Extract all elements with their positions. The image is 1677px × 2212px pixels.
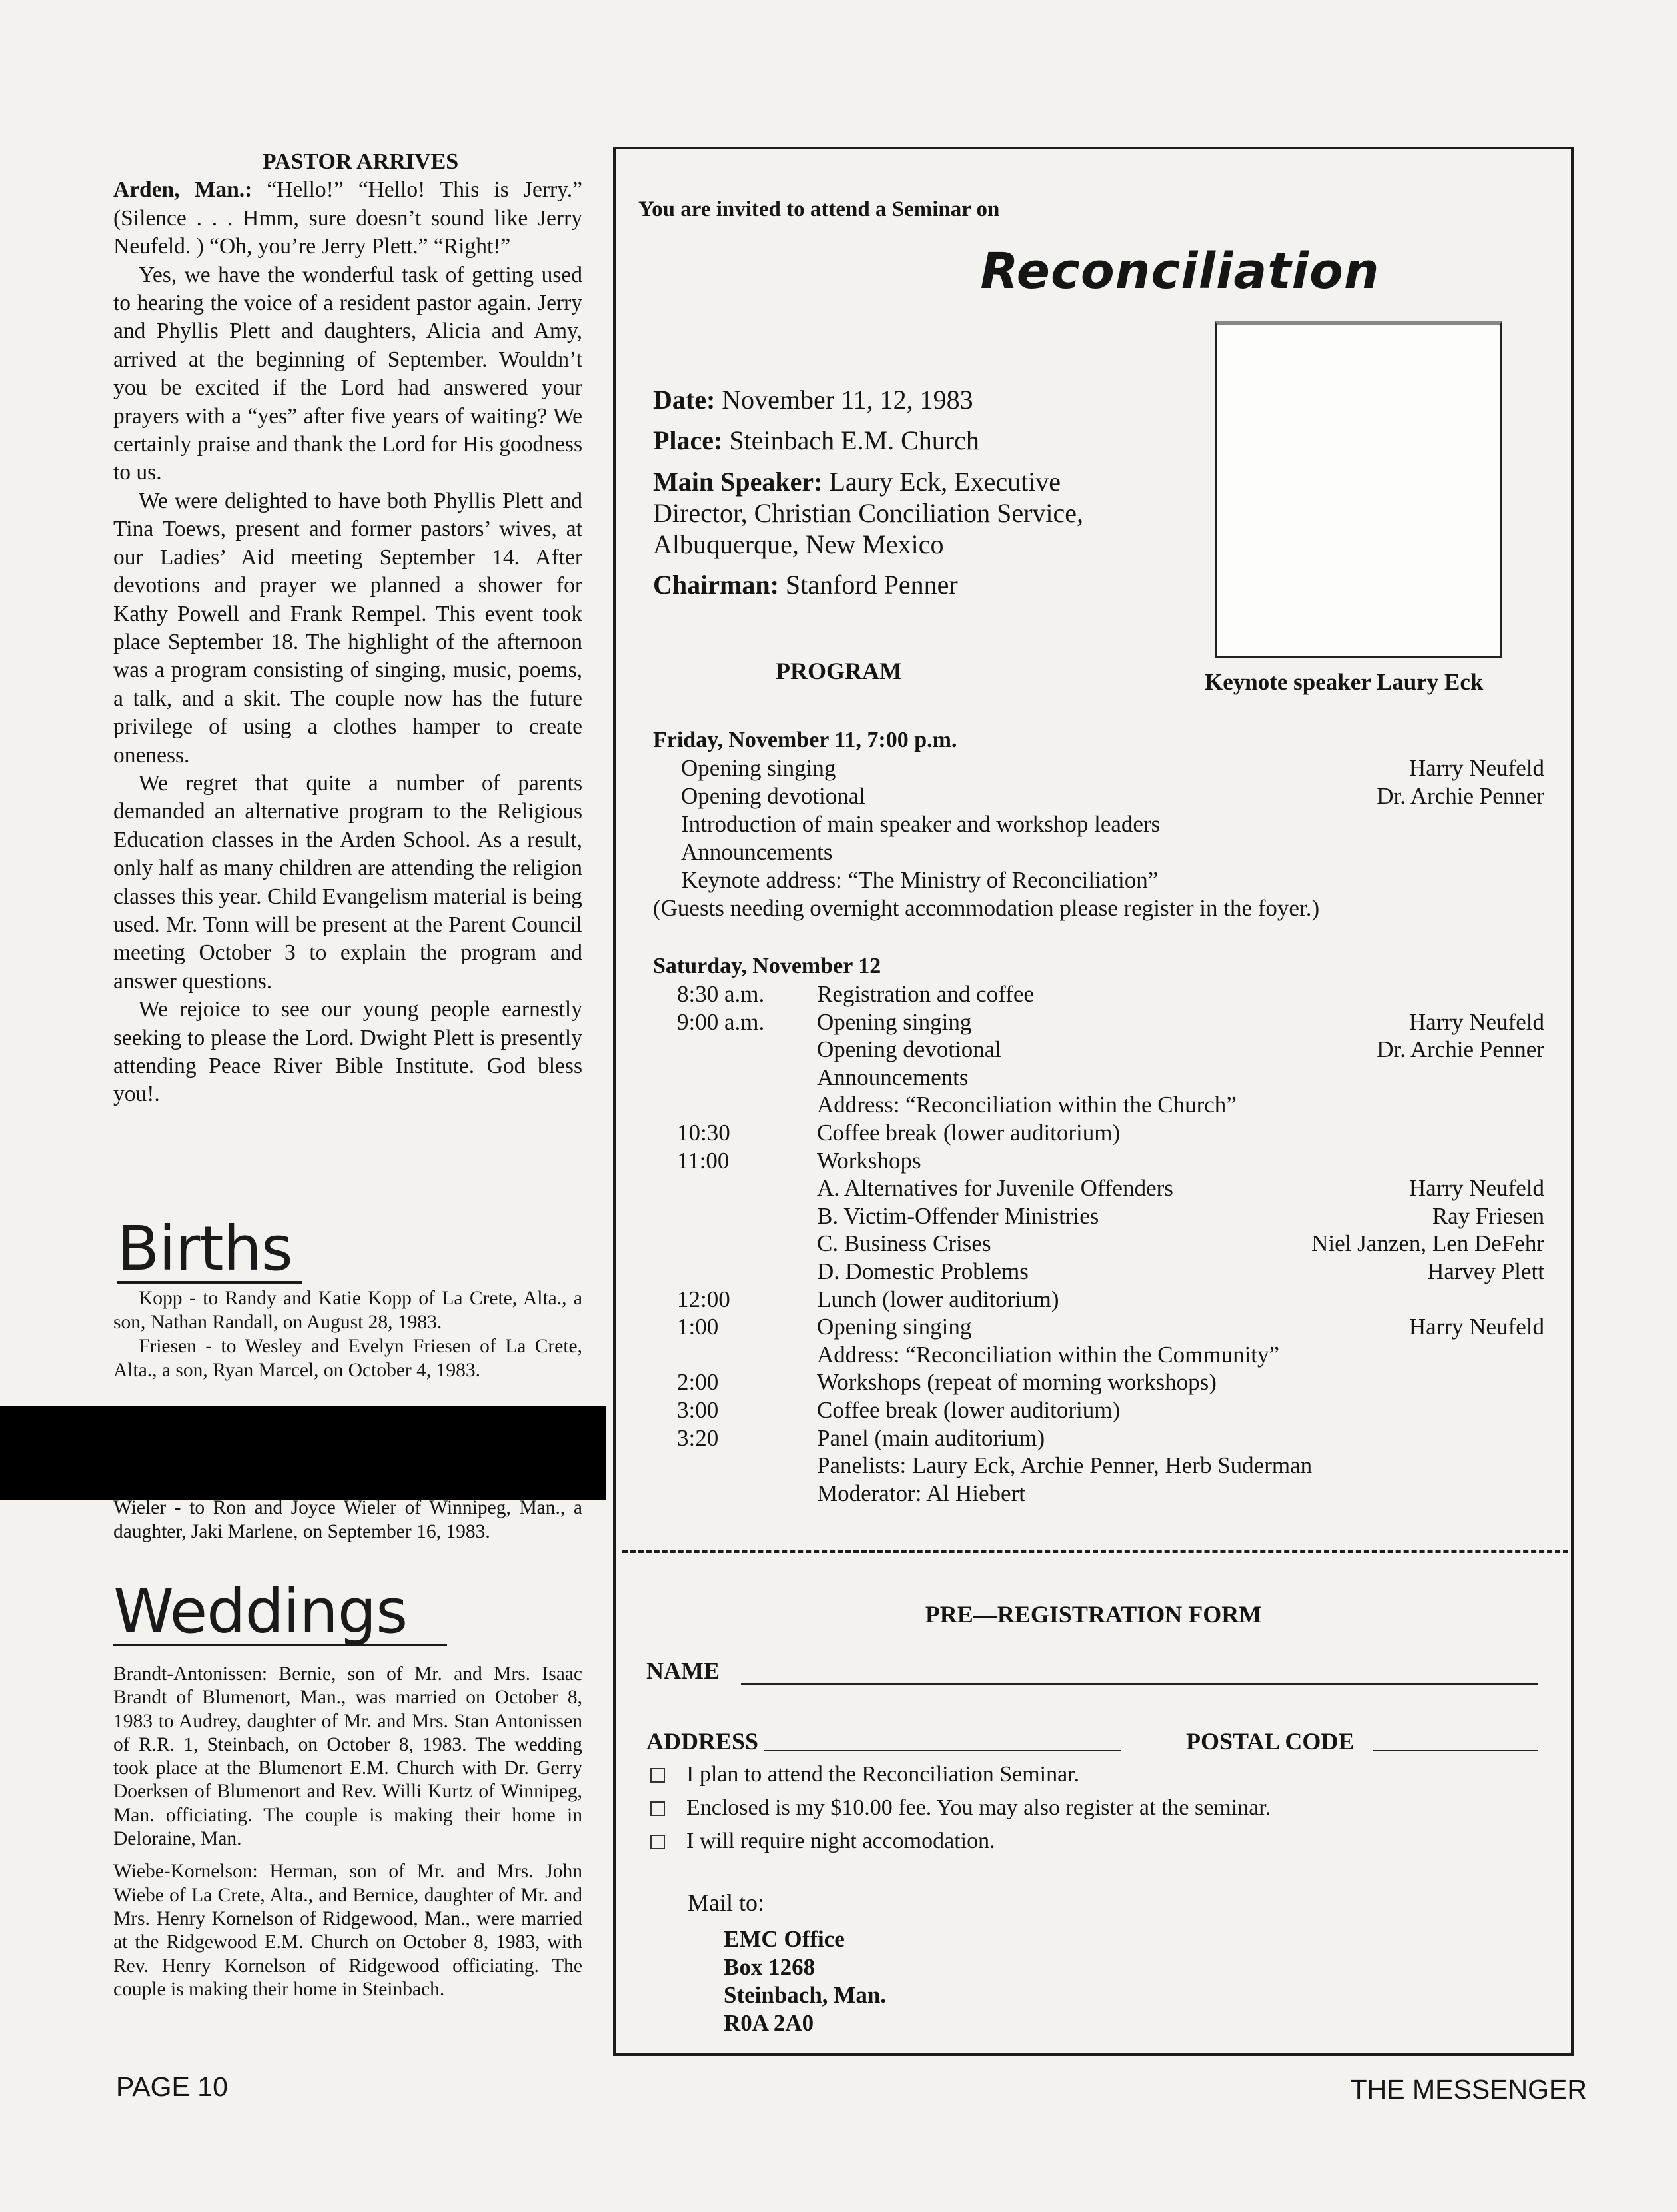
schedule-item: Opening devotional	[817, 1036, 1002, 1063]
schedule-item: Coffee break (lower auditorium)	[817, 1397, 1121, 1423]
schedule-row	[616, 1424, 1571, 1452]
birth-entry: Friesen - to Wesley and Evelyn Friesen of La Crete, Alta., a son, Ryan Marcel, on October 4, 1983.	[113, 1336, 582, 1381]
article-paragraph: We rejoice to see our young people earnestly seeking to please the Lord. Dwight Plett is presently attending Peace River Bible Institute. God bless you!.	[113, 997, 582, 1107]
mailing-address-line: Box 1268	[724, 1954, 816, 1980]
schedule-item: D. Domestic Problems	[817, 1258, 1029, 1284]
schedule-note: (Guests needing overnight accommodation please register in the foyer.)	[653, 895, 1320, 921]
schedule-item: B. Victim-Offender Ministries	[817, 1202, 1099, 1229]
schedule-item: Lunch (lower auditorium)	[817, 1286, 1059, 1312]
schedule-leader: Harvey Plett	[1427, 1258, 1544, 1284]
accommodation-checkbox-row[interactable]: I will require night accomodation.	[650, 1829, 995, 1854]
schedule-row	[616, 1202, 1571, 1230]
births-list-continued	[113, 1496, 582, 1544]
schedule-item: Opening singing	[817, 1008, 972, 1035]
seminar-title: Reconciliation	[980, 243, 1380, 300]
schedule-row	[616, 1452, 1571, 1480]
schedule-row: Keynote address: “The Ministry of Reconciliation”	[681, 867, 1159, 893]
schedule-time: 8:30 a.m.	[677, 981, 765, 1007]
weddings-heading: Weddings	[113, 1580, 447, 1646]
address-label: ADDRESS	[646, 1728, 759, 1755]
article-paragraph: Arden, Man.: “Hello!” “Hello! This is Jerry.” (Silence . . . Hmm, sure doesn’t sound like Jerry Neufeld. ) “Oh, you’re Jerry Plett.” “Right!”	[113, 177, 582, 259]
page-number: PAGE 10	[116, 2071, 228, 2102]
schedule-row	[616, 1036, 1571, 1064]
photo-caption: Keynote speaker Laury Eck	[1205, 669, 1484, 695]
name-label: NAME	[646, 1658, 720, 1684]
schedule-item: Panelists: Laury Eck, Archie Penner, Herb Suderman	[817, 1452, 1313, 1479]
schedule-row	[616, 1286, 1571, 1314]
schedule-row	[616, 1008, 1571, 1036]
schedule-item: C. Business Crises	[817, 1230, 991, 1257]
wedding-entry: Wiebe-Kornelson: Herman, son of Mr. and Mrs. John Wiebe of La Crete, Alta., and Bernice, daughter of Mr. and Mrs. Henry Kornelson of Ridgewood, Man., were married at the Ridgewood E.M. Church on October 8, 1983, with Rev. Henry Kornelson of Ridgewood officiating. The couple is making their home in Steinbach.	[113, 1861, 582, 2000]
schedule-row	[616, 1119, 1571, 1147]
schedule-item: Workshops (repeat of morning workshops)	[817, 1369, 1217, 1396]
article-paragraph: Yes, we have the wonderful task of getting used to hearing the voice of a resident pastor again. Jerry and Phyllis Plett and daughters, Alicia and Amy, arrived at the beginning of September. Wouldn’t you be excited if the Lord had answered your prayers with a “yes” after five years of waiting? We certainly praise and thank the Lord for His goodness to us.	[113, 262, 582, 485]
mail-to-label: Mail to:	[688, 1889, 764, 1916]
schedule-row	[616, 1313, 1571, 1341]
birth-entry: Wieler - to Ron and Joyce Wieler of Winnipeg, Man., a daughter, Jaki Marlene, on September 16, 1983.	[113, 1497, 582, 1542]
schedule-row	[616, 1258, 1571, 1286]
schedule-time: 3:20	[677, 1424, 719, 1451]
schedule-row: Opening devotional Dr. Archie Penner	[681, 783, 1544, 809]
schedule-leader: Harry Neufeld	[1408, 1175, 1544, 1202]
schedule-row: Introduction of main speaker and workshop leaders	[681, 811, 1161, 837]
name-field[interactable]	[741, 1683, 1538, 1685]
pastor-arrives-article	[113, 148, 582, 1109]
article-paragraph: We were delighted to have both Phyllis Plett and Tina Toews, present and former pastors’ wives, at our Ladies’ Aid meeting September 14. After devotions and prayer we planned a shower for Kathy Powell and Frank Rempel. This event took place September 18. The highlight of the afternoon was a program consisting of singing, music, poems, a talk, and a skit. The couple now has the future privilege of using a clothes hamper to create oneness.	[113, 488, 582, 768]
schedule-time: 2:00	[677, 1369, 719, 1396]
magazine-name: THE MESSENGER	[1350, 2074, 1587, 2105]
births-list	[113, 1286, 582, 1382]
mailing-address-line: R0A 2A0	[724, 2010, 814, 2036]
schedule-item: Announcements	[817, 1064, 969, 1090]
schedule-time: 9:00 a.m.	[677, 1008, 765, 1035]
article-dateline: Arden, Man.:	[113, 177, 253, 203]
schedule-row	[616, 1396, 1571, 1424]
friday-heading: Friday, November 11, 7:00 p.m.	[653, 728, 957, 752]
checkbox-icon[interactable]	[650, 1835, 665, 1849]
postal-code-field[interactable]	[1373, 1750, 1538, 1751]
schedule-row	[616, 980, 1571, 1008]
speaker-photo	[1215, 321, 1502, 658]
schedule-leader: Niel Janzen, Len DeFehr	[1311, 1230, 1544, 1257]
schedule-row	[616, 1064, 1571, 1092]
schedule-item: Moderator: Al Hiebert	[817, 1480, 1025, 1506]
births-heading: Births	[117, 1217, 302, 1284]
seminar-place: Place: Steinbach E.M. Church	[653, 425, 979, 455]
schedule-item: Address: “Reconciliation within the Community”	[817, 1341, 1280, 1368]
schedule-row	[616, 1480, 1571, 1508]
registration-heading: PRE—REGISTRATION FORM	[925, 1601, 1262, 1628]
schedule-leader: Ray Friesen	[1432, 1202, 1544, 1229]
mailing-address-line: Steinbach, Man.	[724, 1982, 887, 2008]
schedule-row	[616, 1091, 1571, 1119]
schedule-item: Address: “Reconciliation within the Church”	[817, 1092, 1237, 1118]
invite-line: You are invited to attend a Seminar on	[638, 197, 1000, 221]
schedule-item: Panel (main auditorium)	[817, 1424, 1045, 1451]
schedule-row: Opening singing Harry Neufeld	[681, 755, 1544, 781]
weddings-list	[113, 1663, 582, 2011]
address-field[interactable]	[764, 1750, 1121, 1751]
mailing-address-line: EMC Office	[724, 1926, 845, 1952]
schedule-time: 11:00	[677, 1147, 730, 1174]
schedule-time: 10:30	[677, 1120, 730, 1146]
schedule-item: Workshops	[817, 1147, 921, 1174]
schedule-time: 12:00	[677, 1286, 730, 1312]
article-paragraph: We regret that quite a number of parents demanded an alternative program to the Religious Education classes in the Arden School. As a result, only half as many children are attending the religion classes this year. Child Evangelism material is being used. Mr. Tonn will be present at the Parent Council meeting October 3 to explain the program and answer questions.	[113, 770, 582, 994]
schedule-row	[616, 1174, 1571, 1202]
schedule-item: Registration and coffee	[817, 981, 1034, 1007]
fee-checkbox-row[interactable]: Enclosed is my $10.00 fee. You may also register at the seminar.	[650, 1795, 1271, 1821]
schedule-item: A. Alternatives for Juvenile Offenders	[817, 1175, 1173, 1202]
seminar-announcement	[613, 147, 1574, 2056]
checkbox-icon[interactable]	[650, 1768, 665, 1783]
checkbox-icon[interactable]	[650, 1801, 665, 1816]
schedule-item: Opening singing	[817, 1314, 972, 1340]
article-title: PASTOR ARRIVES	[262, 149, 459, 174]
seminar-date: Date: November 11, 12, 1983	[653, 385, 973, 415]
seminar-speaker: Main Speaker: Laury Eck, Executive Director, Christian Conciliation Service, Albuquerque, New Mexico	[653, 467, 1084, 559]
schedule-leader: Dr. Archie Penner	[1377, 1036, 1544, 1063]
schedule-row	[616, 1147, 1571, 1175]
program-heading: PROGRAM	[776, 658, 902, 684]
redaction-bar	[0, 1406, 606, 1500]
attend-checkbox-row[interactable]: I plan to attend the Reconciliation Seminar.	[650, 1762, 1079, 1787]
schedule-row	[616, 1368, 1571, 1396]
schedule-row	[616, 1230, 1571, 1258]
schedule-leader: Harry Neufeld	[1408, 1314, 1544, 1340]
seminar-chairman: Chairman: Stanford Penner	[653, 570, 958, 600]
schedule-item: Coffee break (lower auditorium)	[817, 1120, 1121, 1146]
schedule-time: 3:00	[677, 1397, 719, 1423]
schedule-leader: Harry Neufeld	[1408, 1008, 1544, 1035]
schedule-time: 1:00	[677, 1314, 719, 1340]
birth-entry: Kopp - to Randy and Katie Kopp of La Crete, Alta., a son, Nathan Randall, on August 28, 1983.	[113, 1288, 582, 1333]
postal-code-label: POSTAL CODE	[1186, 1728, 1355, 1755]
schedule-row: Announcements	[681, 839, 833, 865]
cut-line	[622, 1550, 1568, 1553]
saturday-heading: Saturday, November 12	[653, 954, 881, 978]
wedding-entry: Brandt-Antonissen: Bernie, son of Mr. and Mrs. Isaac Brandt of Blumenort, Man., was married on October 8, 1983 to Audrey, daughter of Mr. and Mrs. Stan Antonissen of R.R. 1, Steinbach, on October 8, 1983. The wedding took place at the Blumenort E.M. Church with Dr. Gerry Doerksen of Blumenort and Rev. Willi Kurtz of Winnipeg, Man. officiating. The couple is making their home in Deloraine, Man.	[113, 1663, 582, 1850]
schedule-row	[616, 1341, 1571, 1369]
